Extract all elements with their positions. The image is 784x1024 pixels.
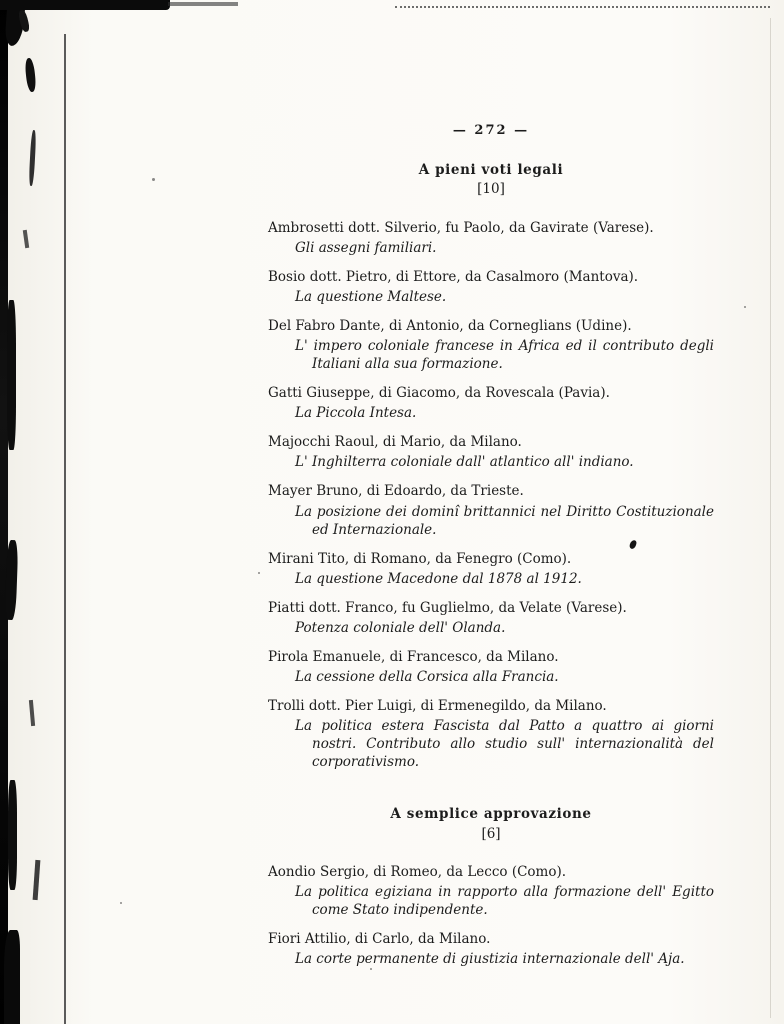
entry-thesis: La posizione dei dominî brittannici nel Diritto Costituzionale ed Internazionale. (295, 503, 714, 538)
entry-name: Pirola Emanuele, di Francesco, da Milano. (268, 648, 559, 665)
entry-name: Gatti Giuseppe, di Giacomo, da Rovescala (Pavia). (268, 385, 610, 402)
entry (268, 648, 714, 686)
entry (268, 384, 714, 422)
scan-top-edge-artifact (168, 2, 238, 6)
entry-thesis: Gli assegni familiari. (295, 239, 437, 256)
scan-dotted-line-artifact (395, 6, 770, 8)
document-content (268, 122, 714, 979)
entry-name: Aondio Sergio, di Romeo, da Lecco (Como). (268, 863, 567, 880)
scan-blot-artifact (8, 780, 17, 890)
entry-thesis: La Piccola Intesa. (295, 405, 417, 422)
section-heading: A pieni voti legali (418, 162, 564, 179)
entry-name: Bosio dott. Pietro, di Ettore, da Casalmoro (Mantova). (268, 268, 639, 285)
entry (268, 930, 714, 968)
entry-name: Piatti dott. Franco, fu Guglielmo, da Velate (Varese). (268, 599, 627, 616)
section-heading: A semplice approvazione (390, 806, 592, 823)
entry (268, 317, 714, 373)
entry (268, 697, 714, 771)
entry (268, 482, 714, 538)
scan-speck (152, 178, 155, 181)
entry-name: Majocchi Raoul, di Mario, da Milano. (268, 434, 522, 451)
section-count: [6] (481, 825, 501, 842)
entries-list (268, 219, 714, 772)
entry (268, 599, 714, 637)
scan-blot-artifact (33, 860, 41, 900)
entries-list (268, 863, 714, 968)
scan-speck (258, 572, 260, 574)
page-number: — 272 — (452, 123, 530, 138)
entry (268, 268, 714, 306)
entry-thesis: Potenza coloniale dell' Olanda. (295, 619, 506, 636)
scan-speck (744, 306, 746, 308)
entry-thesis: L' Inghilterra coloniale dall' atlantico all' indiano. (295, 454, 634, 471)
section (268, 805, 714, 968)
entry-name: Mayer Bruno, di Edoardo, da Trieste. (268, 483, 524, 500)
scan-blot-artifact (5, 540, 19, 620)
scan-blot-artifact (4, 930, 20, 1024)
entry-thesis: L' impero coloniale francese in Africa ed il contributo degli Italiani alla sua formazione. (295, 337, 714, 373)
entry (268, 433, 714, 471)
entry-name: Trolli dott. Pier Luigi, di Ermenegildo, da Milano. (268, 698, 607, 715)
section (268, 161, 714, 771)
scan-top-edge-artifact (0, 0, 170, 10)
scan-blot-artifact (29, 700, 35, 726)
scan-blot-artifact (23, 230, 29, 248)
scan-blot-artifact (7, 300, 16, 450)
scan-speck (120, 902, 122, 904)
scan-blot-artifact (24, 58, 37, 93)
entry-thesis: La politica egiziana in rapporto alla formazione dell' Egitto come Stato indipendente. (295, 883, 714, 918)
scan-left-edge-artifact (0, 0, 8, 1024)
entry-name: Del Fabro Dante, di Antonio, da Corneglians (Udine). (268, 317, 632, 334)
entry-name: Mirani Tito, di Romano, da Fenegro (Como). (268, 550, 572, 567)
scan-blot-artifact (29, 130, 37, 186)
entry (268, 219, 714, 257)
entry-thesis: La politica estera Fascista dal Patto a quattro ai giorni nostri. Contributo allo studio sull' internazionalità del corporativismo. (295, 718, 714, 771)
entry (268, 550, 714, 588)
entry (268, 863, 714, 919)
entry-name: Ambrosetti dott. Silverio, fu Paolo, da Gavirate (Varese). (268, 219, 654, 236)
entry-thesis: La cessione della Corsica alla Francia. (295, 669, 559, 686)
scan-right-edge-artifact (770, 18, 771, 1018)
section-count: [10] (477, 181, 505, 198)
scan-binding-line-artifact (64, 34, 66, 1024)
entry-name: Fiori Attilio, di Carlo, da Milano. (268, 930, 491, 947)
entry-thesis: La corte permanente di giustizia internazionale dell' Aja. (295, 950, 685, 967)
entry-thesis: La questione Maltese. (295, 288, 447, 305)
entry-thesis: La questione Macedone dal 1878 al 1912. (295, 570, 582, 587)
